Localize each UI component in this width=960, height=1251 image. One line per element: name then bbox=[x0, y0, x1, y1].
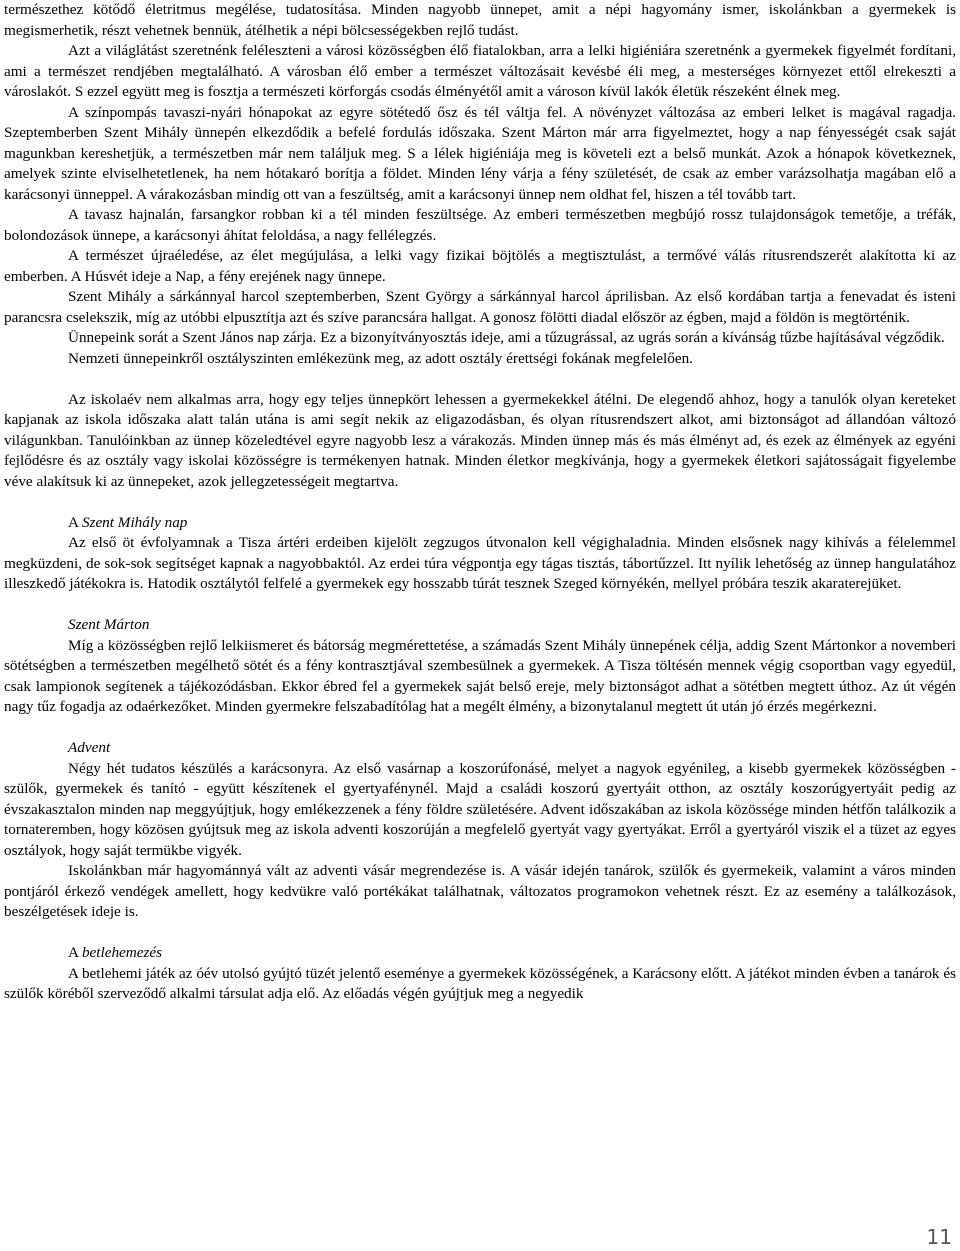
section-title-szent-marton bbox=[4, 615, 956, 636]
intro-paragraph-8: Nemzeti ünnepeinkről osztályszinten emlékezünk meg, az adott osztály érettségi fokának megfelelően. bbox=[68, 349, 693, 367]
page-number: 11 bbox=[926, 1225, 952, 1249]
section-title-italic: betlehemezés bbox=[81, 944, 163, 961]
intro-paragraph-2: Azt a világlátást szeretnénk feléleszteni a városi közösségben élő fiatalokban, arra a lelki higiéniára szeretnénk a gyermekek figyelmét fordítani, ami a természet rendjében megtalálható. A városban élő ember a természet változásait kevésbé éli meg, a mesterséges környezet ettől elrekeszti a városlakót. S ezzel együtt meg is fosztja a természeti körforgás csodás élményétől amit a városon kívül lakók életük részeként élnek meg. bbox=[4, 42, 956, 100]
document-page bbox=[4, 0, 956, 1005]
section-title-advent bbox=[4, 738, 956, 759]
intro-paragraph-5: A természet újraéledése, az élet megújulása, a lelki vagy fizikai böjtölés a megtisztulást, a termővé válás rítusrendszerét alakította ki az emberben. A Húsvét ideje a Nap, a fény erejének nagy ünnepe. bbox=[4, 247, 956, 285]
intro-paragraph-7: Ünnepeink sorát a Szent János nap zárja. Ez a bizonyítványosztás ideje, ami a tűzugrással, az ugrás során a kívánság tűzbe hajításával végződik. bbox=[68, 329, 945, 346]
intro-paragraph-6: Szent Mihály a sárkánnyal harcol szeptemberben, Szent György a sárkánnyal harcol áprilisban. Az első kordában tartja a fenevadat és isteni parancsra cselekszik, míg az utóbbi elpusztítja azt és szíve parancsára hallgat. A gonosz fölötti diadal először az égben, majd a földön is megtörténik. bbox=[4, 288, 956, 326]
intro-paragraph-1: természethez kötődő életritmus megélése, tudatosítása. Minden nagyobb ünnepet, amit a népi hagyomány ismer, iskolánkban a gyermekek is megismerhetik, részt vehetnek bennük, átélhetik a népi bölcsességekben rejlő tudást. bbox=[4, 1, 956, 39]
section-title-italic: Szent Mihály nap bbox=[81, 513, 188, 531]
advent-paragraph-1: Négy hét tudatos készülés a karácsonyra. Az első vasárnap a koszorúfonásé, melyet a nagyok egyénileg, a kisebb gyermekek közösségben - szülők, gyermekek és tanító - együtt készítenek el gyertyafénynél. Majd a családi koszorú gyertyáit otthon, az osztály koszorúgyertyáit pedig az évszakasztalon minden nap meggyújtjuk, hogy emlékezzenek a fény földre születésére. Advent időszakában az iskola közössége minden hétfőn találkozik a tornateremben, hogy közösen gyújtsuk meg az iskola adventi koszorúján a megfelelő gyertyát vagy gyertyákat. Erről a gyertyáról viszik el a tüzet az egyes osztályok, hogy saját termükbe vigyék. bbox=[4, 759, 956, 859]
betlehemezes-paragraph: A betlehemi játék az óév utolsó gyújtó tüzét jelentő eseménye a gyermekek közösségének, a Karácsony előtt. A játékot minden évben a tanárok és szülők köréből szerveződő alkalmi társulat adja elő. Az előadás végén gyújtjuk meg a negyedik bbox=[4, 964, 956, 1002]
szent-mihaly-paragraph: Az első öt évfolyamnak a Tisza ártéri erdeiben kijelölt zegzugos útvonalon kell végighaladnia. Minden elsősnek nagy kihívás a félelemmel megküzdeni, de sok-sok segítséget kapnak a nagyobbaktól. Az erdei túra végpontja egy tágas tisztás, tábortűzzel. Itt nyílik lehetőség az ünnep hangulatához illeszkedő játékokra is. Hatodik osztálytól felfelé a gyermekek egy hosszabb túrát tesznek Szeged környékén, mellyel próbára teszik akaraterejüket. bbox=[4, 534, 956, 592]
intro-paragraph-3: A színpompás tavaszi-nyári hónapokat az egyre sötétedő ősz és tél váltja fel. A növényzet változása az emberi lelket is magával ragadja. Szeptemberben Szent Mihály ünnepén elkezdődik a befelé fordulás időszaka. Szent Márton már arra figyelmeztet, hogy a nap fényességét csak saját magunkban kereshetjük, a természetben már nem találjuk meg. S a lélek higiéniája meg is követeli ezt a belső munkát. Azok a hónapok következnek, amelyek szinte elviselhetetlenek, ha nem hótakaró borítja a földet. Minden lény várja a fény születését, de csak az ember varázsolhatja magában elő a karácsonyi ünneppel. A várakozásban mindig ott van a feszültség, amit a karácsonyi ünnep nem oldhat fel, hiszen a tél tovább tart. bbox=[4, 103, 956, 203]
section-title-prefix: A bbox=[68, 513, 82, 531]
section-title-szent-mihaly bbox=[4, 513, 956, 534]
section-title-prefix: A bbox=[68, 944, 82, 961]
section-title-betlehemezes bbox=[4, 943, 956, 964]
school-paragraph: Az iskolaév nem alkalmas arra, hogy egy teljes ünnepkört lehessen a gyermekekkel átélni. De elegendő ahhoz, hogy a tanulók olyan kereteket kapjanak az iskola időszaka alatt talán utána is ami segít nekik az eligazodásban, és olyan rítusrendszert alkot, ami biztonságot ad állandóan változó világunkban. Tanulóinkban az ünnep közeledtével egyre nagyobb lesz a várakozás. Minden ünnep más és más élményt ad, és ezek az élmények az egyéni fejlődésre és az osztály vagy iskolai közösségre is termékenyen hatnak. Minden életkor megkívánja, hogy a gyermekek életkori sajátosságait figyelembe véve alakítsuk ki az ünnepeket, azok jellegzetességeit megtartva. bbox=[4, 390, 956, 490]
szent-marton-paragraph: Míg a közösségben rejlő lelkiismeret és bátorság megmérettetése, a számadás Szent Mihály ünnepének célja, addig Szent Mártonkor a novemberi sötétségben a természetben megélhető sötét és a fény kontrasztjával szembesülnek a gyermekek. A Tisza töltésén mennek végig csoportban vagy egyedül, csak lampionok segítenek a tájékozódásban. Ekkor ébred fel a gyermekek saját belső ereje, mely biztonságot adhat a sötétben megtett úthoz. Az út végén nagy tűz fogadja az odaérkezőket. Minden gyermekre felszabadítólag hat a megélt élmény, a bizonytalanul megtett út után jó érzés megérkezni. bbox=[4, 636, 956, 715]
intro-paragraph-4: A tavasz hajnalán, farsangkor robban ki a tél minden feszültsége. Az emberi természetben megbújó rossz tulajdonságok temetője, a tréfák, bolondozások ünnepe, a karácsonyi áhítat feloldása, a nagy fellélegzés. bbox=[4, 206, 956, 244]
section-title-italic: Advent bbox=[68, 739, 111, 756]
section-title-italic: Szent Márton bbox=[68, 616, 150, 633]
advent-paragraph-2: Iskolánkban már hagyománnyá vált az adventi vásár megrendezése is. A vásár idején tanárok, szülők és gyermekeik, valamint a város minden pontjáról érkező vendégek amellett, hogy kedvükre való portékákat találhatnak, változatos programokon vehetnek részt. Ez az esemény a találkozások, beszélgetések ideje is. bbox=[4, 862, 956, 920]
